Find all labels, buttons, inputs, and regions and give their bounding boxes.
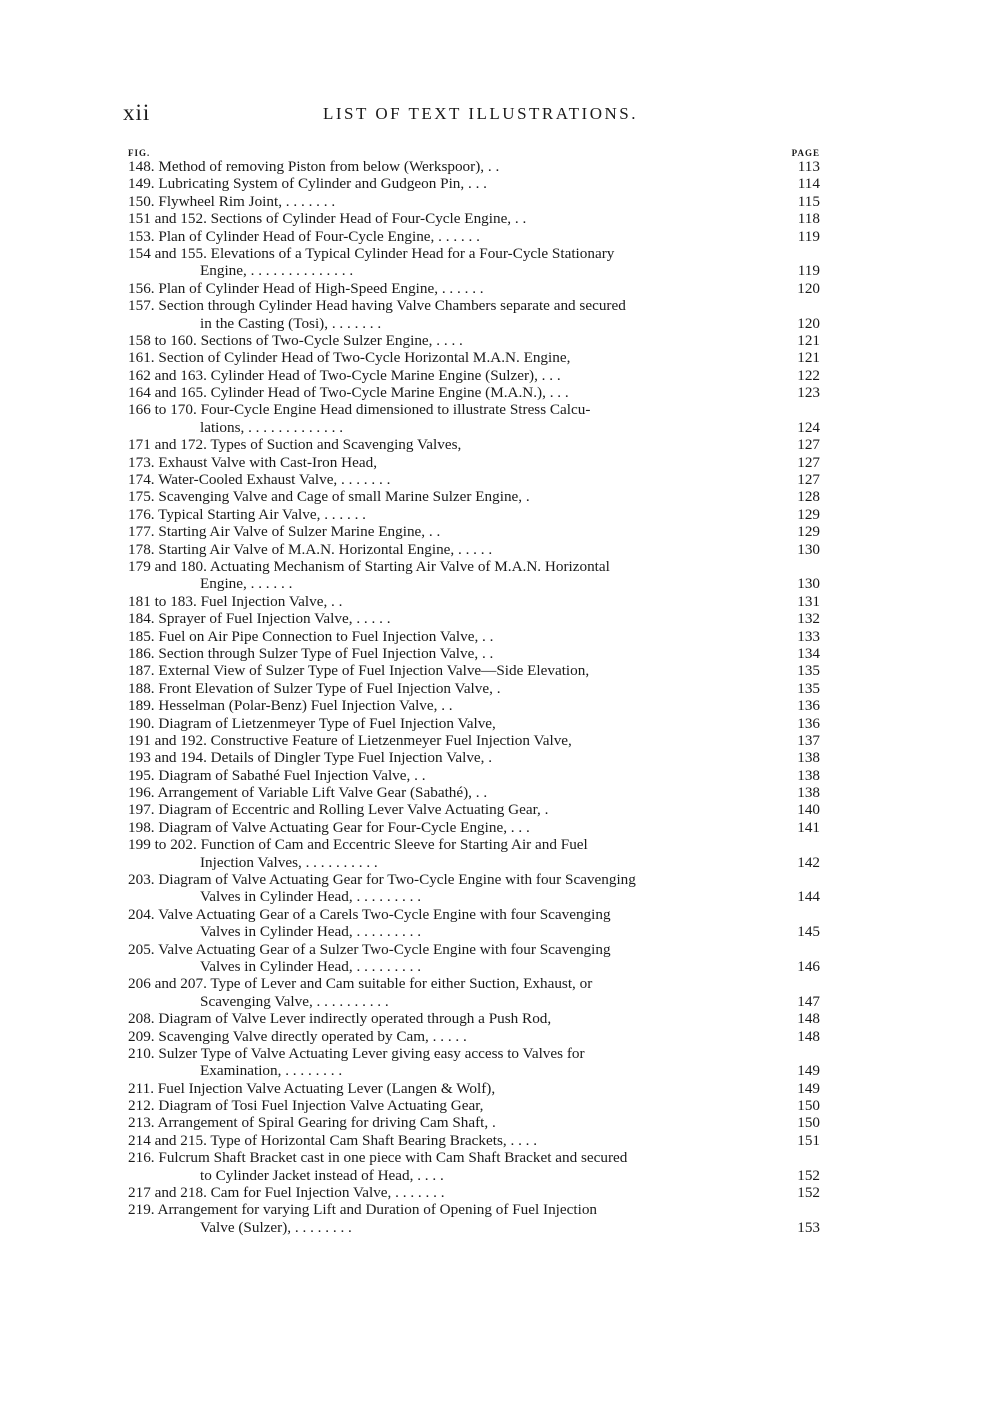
list-item	[128, 819, 820, 836]
list-item	[128, 610, 820, 627]
list-item-continuation	[128, 419, 820, 436]
entry-title: 161. Section of Cylinder Head of Two-Cycle Horizontal M.A.N. Engine,	[128, 349, 571, 367]
entry-title: Engine, . . . . . .	[200, 575, 293, 593]
entry-title: 171 and 172. Types of Suction and Scavenging Valves,	[128, 436, 462, 454]
list-item	[128, 749, 820, 766]
list-item	[128, 245, 820, 262]
entry-page-number: 153	[797, 1218, 820, 1236]
entry-title: Valves in Cylinder Head, . . . . . . . . .	[200, 923, 422, 941]
list-item	[128, 1149, 820, 1166]
list-item	[128, 871, 820, 888]
entry-title: 217 and 218. Cam for Fuel Injection Valve, . . . . . . .	[128, 1184, 445, 1202]
entry-title: 164 and 165. Cylinder Head of Two-Cycle Marine Engine (M.A.N.), . . .	[128, 384, 569, 402]
entry-title: 157. Section through Cylinder Head having Valve Chambers separate and secured	[128, 297, 626, 315]
entry-title: 216. Fulcrum Shaft Bracket cast in one piece with Cam Shaft Bracket and secured	[128, 1149, 628, 1167]
entry-title: 148. Method of removing Piston from below (Werkspoor), . .	[128, 158, 500, 175]
entry-title: lations, . . . . . . . . . . . . .	[200, 418, 344, 436]
list-item	[128, 349, 820, 366]
list-item	[128, 297, 820, 314]
entry-page-number: 121	[797, 349, 820, 367]
entry-page-number: 130	[797, 575, 820, 593]
entry-title: Scavenging Valve, . . . . . . . . . .	[200, 992, 389, 1010]
entry-title: 176. Typical Starting Air Valve, . . . . . .	[128, 505, 366, 523]
list-item	[128, 471, 820, 488]
entry-title: 198. Diagram of Valve Actuating Gear for Four-Cycle Engine, . . .	[128, 818, 530, 836]
entry-page-number: 150	[797, 1097, 820, 1115]
list-item	[128, 1010, 820, 1027]
entry-title: 166 to 170. Four-Cycle Engine Head dimensioned to illustrate Stress Calcu-	[128, 401, 591, 419]
entry-title: 188. Front Elevation of Sulzer Type of Fuel Injection Valve, .	[128, 679, 501, 697]
entry-title: in the Casting (Tosi), . . . . . . .	[200, 314, 382, 332]
entry-title: 162 and 163. Cylinder Head of Two-Cycle Marine Engine (Sulzer), . . .	[128, 366, 561, 384]
entry-title: 154 and 155. Elevations of a Typical Cylinder Head for a Four-Cycle Stationary	[128, 244, 615, 262]
entry-page-number: 134	[797, 644, 820, 662]
entry-page-number: 124	[797, 418, 820, 436]
entry-page-number: 140	[797, 801, 820, 819]
list-item-continuation	[128, 854, 820, 871]
list-item-continuation	[128, 888, 820, 905]
list-item	[128, 628, 820, 645]
entry-page-number: 149	[797, 1062, 820, 1080]
entry-page-number: 122	[797, 366, 820, 384]
list-item	[128, 801, 820, 818]
list-item	[128, 280, 820, 297]
entry-title: Examination, . . . . . . . .	[200, 1062, 343, 1080]
entry-title: 173. Exhaust Valve with Cast-Iron Head,	[128, 453, 377, 471]
entry-title: 178. Starting Air Valve of M.A.N. Horizontal Engine, . . . . .	[128, 540, 493, 558]
entry-title: 185. Fuel on Air Pipe Connection to Fuel Injection Valve, . .	[128, 627, 494, 645]
entry-page-number: 145	[797, 923, 820, 941]
entry-page-number: 127	[797, 453, 820, 471]
entry-title: Valves in Cylinder Head, . . . . . . . . .	[200, 957, 422, 975]
list-item	[128, 506, 820, 523]
entry-title: 195. Diagram of Sabathé Fuel Injection Valve, . .	[128, 766, 426, 784]
list-item	[128, 975, 820, 992]
entry-title: 187. External View of Sulzer Type of Fuel Injection Valve—Side Elevation,	[128, 662, 590, 680]
list-item	[128, 1045, 820, 1062]
entry-page-number: 148	[797, 1027, 820, 1045]
entry-page-number: 129	[797, 505, 820, 523]
list-item	[128, 523, 820, 540]
list-item	[128, 1132, 820, 1149]
entry-title: 199 to 202. Function of Cam and Eccentric Sleeve for Starting Air and Fuel	[128, 836, 588, 854]
entry-title: Valves in Cylinder Head, . . . . . . . . .	[200, 888, 422, 906]
entry-title: 153. Plan of Cylinder Head of Four-Cycle Engine, . . . . . .	[128, 227, 480, 245]
illustration-list	[128, 158, 820, 1236]
entry-page-number: 137	[797, 731, 820, 749]
entry-title: 174. Water-Cooled Exhaust Valve, . . . . . . .	[128, 471, 391, 489]
entry-page-number: 120	[797, 279, 820, 297]
entry-title: 212. Diagram of Tosi Fuel Injection Valve Actuating Gear,	[128, 1097, 484, 1115]
entry-page-number: 152	[797, 1184, 820, 1202]
entry-page-number: 146	[797, 957, 820, 975]
entry-page-number: 128	[797, 488, 820, 506]
entry-title: 205. Valve Actuating Gear of a Sulzer Two-Cycle Engine with four Scavenging	[128, 940, 611, 958]
list-item	[128, 158, 820, 175]
list-item	[128, 401, 820, 418]
list-item	[128, 1184, 820, 1201]
list-item-continuation	[128, 1062, 820, 1079]
list-item	[128, 1028, 820, 1045]
entry-page-number: 132	[797, 610, 820, 628]
entry-title: 214 and 215. Type of Horizontal Cam Shaft Bearing Brackets, . . . .	[128, 1131, 538, 1149]
list-item	[128, 906, 820, 923]
entry-page-number: 120	[797, 314, 820, 332]
list-item	[128, 193, 820, 210]
list-item	[128, 593, 820, 610]
list-item	[128, 488, 820, 505]
page-number: xii	[123, 100, 151, 125]
entry-title: 206 and 207. Type of Lever and Cam suitable for either Suction, Exhaust, or	[128, 975, 593, 993]
entry-title: 158 to 160. Sections of Two-Cycle Sulzer Engine, . . . .	[128, 331, 463, 349]
list-item	[128, 210, 820, 227]
list-item-continuation	[128, 958, 820, 975]
entry-title: 151 and 152. Sections of Cylinder Head of Four-Cycle Engine, . .	[128, 210, 527, 228]
page-header	[123, 100, 823, 130]
list-item-continuation	[128, 923, 820, 940]
list-item	[128, 436, 820, 453]
list-item	[128, 697, 820, 714]
list-item-continuation	[128, 1167, 820, 1184]
entry-page-number: 138	[797, 766, 820, 784]
entry-title: 197. Diagram of Eccentric and Rolling Lever Valve Actuating Gear, .	[128, 801, 549, 819]
entry-title: 219. Arrangement for varying Lift and Duration of Opening of Fuel Injection	[128, 1201, 598, 1219]
list-item	[128, 454, 820, 471]
entry-title: 191 and 192. Constructive Feature of Lietzenmeyer Fuel Injection Valve,	[128, 731, 572, 749]
entry-title: 213. Arrangement of Spiral Gearing for driving Cam Shaft, .	[128, 1114, 496, 1132]
entry-page-number: 113	[797, 158, 820, 175]
entry-title: Valve (Sulzer), . . . . . . . .	[200, 1218, 352, 1236]
entry-page-number: 151	[797, 1131, 820, 1149]
running-title: LIST OF TEXT ILLUSTRATIONS.	[323, 104, 638, 123]
entry-title: 149. Lubricating System of Cylinder and Gudgeon Pin, . . .	[128, 175, 487, 193]
entry-page-number: 138	[797, 784, 820, 802]
entry-page-number: 115	[797, 192, 820, 210]
list-item-continuation	[128, 575, 820, 592]
entry-page-number: 141	[797, 818, 820, 836]
list-item	[128, 541, 820, 558]
entry-title: 210. Sulzer Type of Valve Actuating Lever giving easy access to Valves for	[128, 1044, 585, 1062]
entry-page-number: 144	[797, 888, 820, 906]
entry-page-number: 133	[797, 627, 820, 645]
list-item	[128, 1114, 820, 1131]
entry-title: 190. Diagram of Lietzenmeyer Type of Fuel Injection Valve,	[128, 714, 496, 732]
list-item	[128, 941, 820, 958]
list-item	[128, 1080, 820, 1097]
entry-title: Engine, . . . . . . . . . . . . . .	[200, 262, 354, 280]
entry-title: 156. Plan of Cylinder Head of High-Speed Engine, . . . . . .	[128, 279, 484, 297]
entry-page-number: 118	[797, 210, 820, 228]
list-item	[128, 175, 820, 192]
entry-page-number: 114	[797, 175, 820, 193]
list-item	[128, 1201, 820, 1218]
entry-title: Injection Valves, . . . . . . . . . .	[200, 853, 378, 871]
list-item	[128, 228, 820, 245]
entry-title: 177. Starting Air Valve of Sulzer Marine Engine, . .	[128, 523, 441, 541]
entry-page-number: 119	[797, 227, 820, 245]
list-item-continuation	[128, 993, 820, 1010]
list-item-continuation	[128, 315, 820, 332]
entry-page-number: 130	[797, 540, 820, 558]
entry-page-number: 150	[797, 1114, 820, 1132]
entry-title: 209. Scavenging Valve directly operated by Cam, . . . . .	[128, 1027, 467, 1045]
fig-column-label: FIG.	[128, 148, 151, 158]
entry-page-number: 147	[797, 992, 820, 1010]
entry-title: 211. Fuel Injection Valve Actuating Lever (Langen & Wolf),	[128, 1079, 496, 1097]
entry-page-number: 136	[797, 714, 820, 732]
entry-page-number: 131	[797, 592, 820, 610]
list-item	[128, 732, 820, 749]
entry-page-number: 127	[797, 436, 820, 454]
list-item	[128, 1097, 820, 1114]
entry-page-number: 119	[797, 262, 820, 280]
entry-page-number: 135	[797, 662, 820, 680]
entry-title: 179 and 180. Actuating Mechanism of Starting Air Valve of M.A.N. Horizontal	[128, 557, 610, 575]
list-item	[128, 767, 820, 784]
list-item	[128, 680, 820, 697]
list-item	[128, 645, 820, 662]
list-item	[128, 784, 820, 801]
list-item-continuation	[128, 262, 820, 279]
list-item	[128, 384, 820, 401]
list-item	[128, 836, 820, 853]
list-item	[128, 332, 820, 349]
entry-title: 184. Sprayer of Fuel Injection Valve, . . . . .	[128, 610, 391, 628]
entry-title: 189. Hesselman (Polar-Benz) Fuel Injection Valve, . .	[128, 697, 453, 715]
entry-title: 204. Valve Actuating Gear of a Carels Two-Cycle Engine with four Scavenging	[128, 905, 611, 923]
entry-page-number: 121	[797, 331, 820, 349]
entry-page-number: 148	[797, 1010, 820, 1028]
page-column-label: PAGE	[791, 148, 820, 158]
entry-page-number: 123	[797, 384, 820, 402]
list-item	[128, 715, 820, 732]
entry-page-number: 127	[797, 471, 820, 489]
entry-title: 208. Diagram of Valve Lever indirectly operated through a Push Rod,	[128, 1010, 552, 1028]
entry-title: 203. Diagram of Valve Actuating Gear for Two-Cycle Engine with four Scavenging	[128, 871, 636, 889]
entry-title: to Cylinder Jacket instead of Head, . . . .	[200, 1166, 444, 1184]
entry-page-number: 138	[797, 749, 820, 767]
entry-page-number: 142	[797, 853, 820, 871]
entry-title: 181 to 183. Fuel Injection Valve, . .	[128, 592, 343, 610]
list-item-continuation	[128, 1219, 820, 1236]
list-item	[128, 558, 820, 575]
entry-page-number: 136	[797, 697, 820, 715]
entry-title: 150. Flywheel Rim Joint, . . . . . . .	[128, 192, 336, 210]
entry-title: 196. Arrangement of Variable Lift Valve Gear (Sabathé), . .	[128, 784, 488, 802]
list-item	[128, 662, 820, 679]
entry-title: 193 and 194. Details of Dingler Type Fuel Injection Valve, .	[128, 749, 493, 767]
entry-page-number: 152	[797, 1166, 820, 1184]
entry-title: 175. Scavenging Valve and Cage of small Marine Sulzer Engine, .	[128, 488, 530, 506]
entry-page-number: 135	[797, 679, 820, 697]
entry-title: 186. Section through Sulzer Type of Fuel Injection Valve, . .	[128, 644, 494, 662]
entry-page-number: 129	[797, 523, 820, 541]
entry-page-number: 149	[797, 1079, 820, 1097]
list-item	[128, 367, 820, 384]
